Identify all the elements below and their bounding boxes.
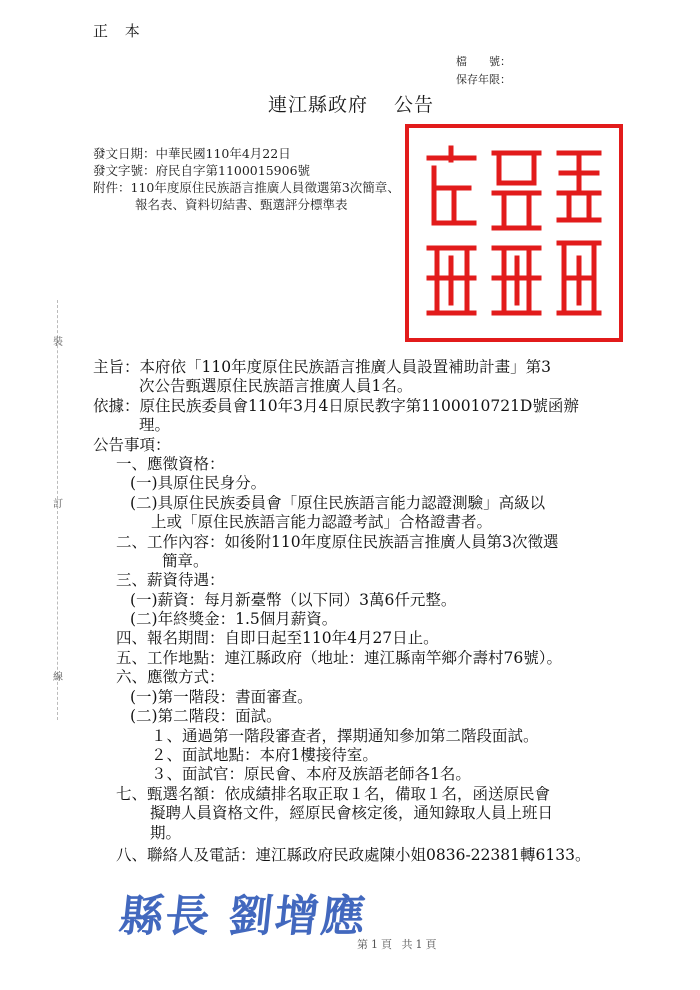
item-1-sub-2-line-2: 上或「原住民族語言能力認證考試」合格證書者。 xyxy=(151,513,493,531)
mayor-signature: 縣長 劉增應 xyxy=(116,891,370,942)
item-4: 四、報名期間：自即日起至110年4月27日止。 xyxy=(116,629,439,647)
issue-number: 發文字號：府民自字第1100015906號 xyxy=(93,163,311,178)
document-type: 公告 xyxy=(394,94,435,116)
basis-line-1: 依據：原住民族委員會110年3月4日原民教字第1100010721D號函辦 xyxy=(93,397,579,415)
basis-line-2: 理。 xyxy=(139,416,171,434)
binding-mark-middle: 訂 xyxy=(53,499,63,510)
binding-line xyxy=(57,300,58,720)
item-7-line-1: 七、甄選名額：依成績排名取正取１名，備取１名，函送原民會 xyxy=(116,785,551,803)
item-2-line-2: 簡章。 xyxy=(162,552,209,570)
item-6-sub-2-point-1: １、通過第一階段審查者，擇期通知參加第二階段面試。 xyxy=(151,727,539,745)
item-6-sub-2: (二)第二階段：面試。 xyxy=(130,707,282,725)
item-1-sub-1: (一)具原住民身分。 xyxy=(130,474,267,492)
retention-period-label: 保存年限： xyxy=(456,73,511,86)
item-1-sub-2-line-1: (二)具原住民族委員會「原住民族語言能力認證測驗」高級以 xyxy=(130,494,546,512)
subject-line-2: 次公告甄選原住民族語言推廣人員1名。 xyxy=(139,377,413,395)
issue-date: 發文日期：中華民國110年4月22日 xyxy=(93,146,291,161)
item-6-sub-2-point-2: ２、面試地點：本府1樓接待室。 xyxy=(151,746,378,764)
item-3-heading: 三、薪資待遇： xyxy=(116,571,225,589)
item-3-sub-1: (一)薪資：每月新臺幣（以下同）3萬6仟元整。 xyxy=(130,591,457,609)
document-title xyxy=(268,90,434,117)
item-7-line-3: 期。 xyxy=(150,824,182,842)
item-8-contact: 八、聯絡人及電話：連江縣政府民政處陳小姐0836-22381轉6133。 xyxy=(116,846,591,864)
item-7-line-2: 擬聘人員資格文件，經原民會核定後，通知錄取人員上班日 xyxy=(150,804,554,822)
item-6-sub-2-point-3: ３、面試官：原民會、本府及族語老師各1名。 xyxy=(151,765,471,783)
copy-type-label: 正 本 xyxy=(93,22,146,40)
item-2-line-1: 二、工作內容：如後附110年度原住民族語言推廣人員第3次徵選 xyxy=(116,533,559,551)
official-seal xyxy=(405,124,623,342)
item-1-heading: 一、應徵資格： xyxy=(116,455,225,473)
item-5: 五、工作地點：連江縣政府（地址：連江縣南竿鄉介壽村76號）。 xyxy=(116,649,562,667)
item-6-sub-1: (一)第一階段：書面審查。 xyxy=(130,688,313,706)
subject-line-1: 主旨：本府依「110年度原住民族語言推廣人員設置補助計畫」第3 xyxy=(93,358,551,376)
item-3-sub-2: (二)年終獎金：1.5個月薪資。 xyxy=(130,610,338,628)
issuing-agency: 連江縣政府 xyxy=(268,94,369,116)
attachment-line-1: 附件：110年度原住民族語言推廣人員徵選第3次簡章、 xyxy=(93,180,400,195)
attachment-line-2: 報名表、資料切結書、甄選評分標準表 xyxy=(135,197,348,212)
binding-mark-bottom: 線 xyxy=(53,672,63,683)
seal-glyph-art xyxy=(409,128,619,338)
page-number: 第1頁 共1頁 xyxy=(357,938,440,951)
binding-mark-top: 裝 xyxy=(53,337,63,348)
announcement-heading: 公告事項： xyxy=(93,436,171,454)
file-number-label: 檔 號： xyxy=(456,55,511,68)
item-6-heading: 六、應徵方式： xyxy=(116,668,225,686)
